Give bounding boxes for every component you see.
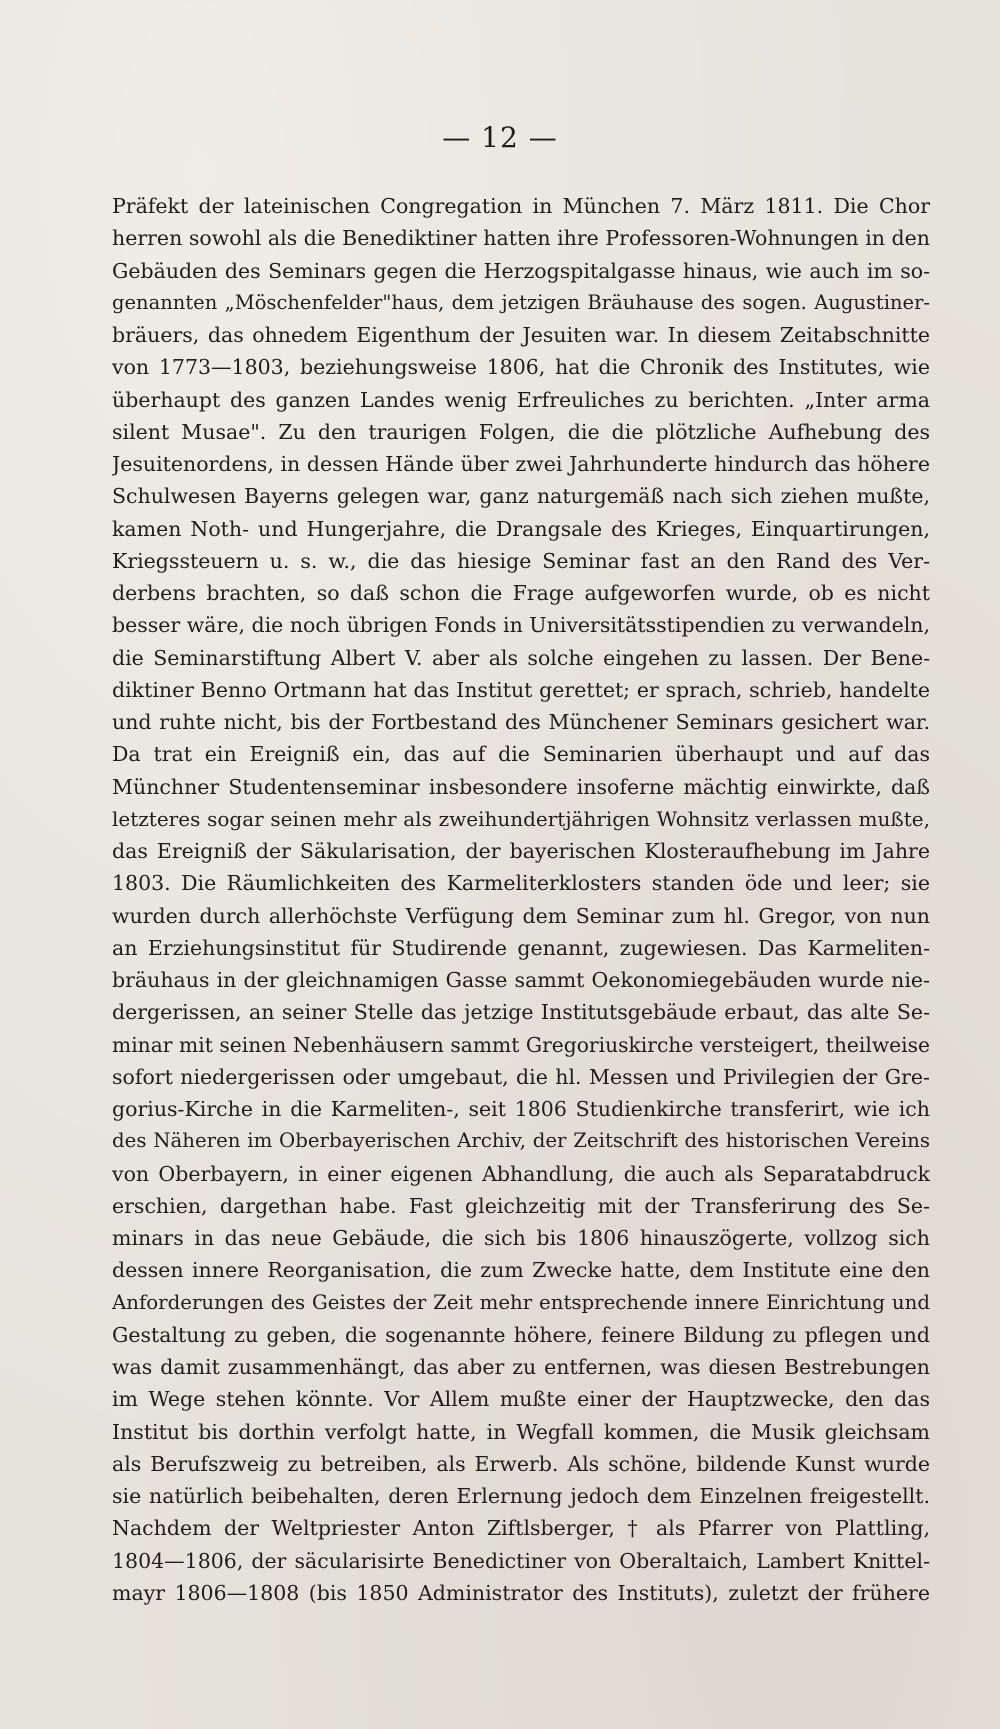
text-line: genannten „Möschenfelder"haus, dem jetzigen Bräuhause des sogen. Augustiner-	[112, 290, 930, 314]
text-line: diktiner Benno Ortmann hat das Institut gerettet; er sprach, schrieb, handelte	[112, 677, 930, 702]
text-line: derbens brachten, so daß schon die Frage aufgeworfen wurde, ob es nicht	[112, 581, 930, 605]
text-line: Anforderungen des Geistes der Zeit mehr entsprechende innere Einrichtung und	[112, 1290, 930, 1314]
text-line: dessen innere Reorganisation, die zum Zwecke hatte, dem Institute eine den	[112, 1258, 930, 1283]
text-line: bräuers, das ohnedem Eigenthum der Jesuiten war. In diesem Zeitabschnitte	[112, 323, 930, 347]
text-line: Kriegssteuern u. s. w., die das hiesige Seminar fast an den Rand des Ver-	[112, 548, 930, 573]
text-line: bräuhaus in der gleichnamigen Gasse sammt Oekonomiegebäuden wurde nie-	[112, 968, 930, 992]
text-line: von Oberbayern, in einer eigenen Abhandlung, die auch als Separatabdruck	[112, 1161, 930, 1186]
text-line: minar mit seinen Nebenhäusern sammt Gregoriuskirche versteigert, theilweise	[112, 1032, 930, 1057]
text-line: minars in das neue Gebäude, die sich bis 1806 hinauszögerte, vollzog sich	[112, 1226, 930, 1250]
text-line: Schulwesen Bayerns gelegen war, ganz naturgemäß nach sich ziehen mußte,	[112, 484, 930, 509]
text-line: als Berufszweig zu betreiben, als Erwerb. Als schöne, bildende Kunst wurde	[112, 1451, 930, 1476]
text-line: Jesuitenordens, in dessen Hände über zwei Jahrhunderte hindurch das höhere	[112, 452, 930, 476]
text-line: 1804—1806, der säcularisirte Benedictiner von Oberaltaich, Lambert Knittel-	[112, 1548, 930, 1573]
body-text	[112, 190, 930, 1609]
text-line: überhaupt des ganzen Landes wenig Erfreuliches zu berichten. „Inter arma	[112, 387, 930, 412]
text-line: erschien, dargethan habe. Fast gleichzeitig mit der Transferirung des Se-	[112, 1193, 930, 1218]
text-line: Präfekt der lateinischen Congregation in München 7. März 1811. Die Chor	[112, 194, 930, 218]
text-line: letzteres sogar seinen mehr als zweihundertjährigen Wohnsitz verlassen mußte,	[112, 806, 930, 831]
text-line: was damit zusammenhängt, das aber zu entfernen, was diesen Bestrebungen	[112, 1355, 930, 1379]
text-line: wurden durch allerhöchste Verfügung dem Seminar zum hl. Gregor, von nun	[112, 903, 930, 928]
text-line: die Seminarstiftung Albert V. aber als solche eingehen zu lassen. Der Bene-	[112, 645, 930, 670]
page-number: — 12 —	[442, 121, 558, 154]
text-line: im Wege stehen könnte. Vor Allem mußte einer der Hauptzwecke, den das	[112, 1387, 930, 1412]
text-line: Institut bis dorthin verfolgt hatte, in Wegfall kommen, die Musik gleichsam	[112, 1419, 930, 1444]
text-line: das Ereigniß der Säkularisation, der bayerischen Klosteraufhebung im Jahre	[112, 839, 930, 863]
text-line: Nachdem der Weltpriester Anton Ziftlsberger, † als Pfarrer von Plattling,	[112, 1516, 930, 1541]
text-line: Gestaltung zu geben, die sogenannte höhere, feinere Bildung zu pflegen und	[112, 1322, 930, 1347]
text-line: dergerissen, an seiner Stelle das jetzige Institutsgebäude erbaut, das alte Se-	[112, 1000, 930, 1025]
text-line: an Erziehungsinstitut für Studirende genannt, zugewiesen. Das Karmeliten-	[112, 935, 930, 960]
text-line: silent Musae". Zu den traurigen Folgen, die die plötzliche Aufhebung des	[112, 419, 930, 444]
text-line: besser wäre, die noch übrigen Fonds in Universitätsstipendien zu verwandeln,	[112, 613, 930, 638]
text-line: Gebäuden des Seminars gegen die Herzogspitalgasse hinaus, wie auch im so-	[112, 258, 930, 283]
text-line: Da trat ein Ereigniß ein, das auf die Seminarien überhaupt und auf das	[112, 742, 930, 767]
text-line: mayr 1806—1808 (bis 1850 Administrator des Instituts), zuletzt der frühere	[112, 1580, 930, 1605]
text-line: von 1773—1803, beziehungsweise 1806, hat die Chronik des Institutes, wie	[112, 355, 930, 380]
text-line: herren sowohl als die Benediktiner hatten ihre Professoren-Wohnungen in den	[112, 226, 930, 251]
text-line: kamen Noth- und Hungerjahre, die Drangsale des Krieges, Einquartirungen,	[112, 516, 930, 541]
text-line: des Näheren im Oberbayerischen Archiv, der Zeitschrift des historischen Vereins	[112, 1129, 930, 1153]
text-line: sie natürlich beibehalten, deren Erlernung jedoch dem Einzelnen freigestellt.	[112, 1484, 930, 1508]
text-line: Münchner Studentenseminar insbesondere insoferne mächtig einwirkte, daß	[112, 774, 930, 799]
text-line: und ruhte nicht, bis der Fortbestand des Münchener Seminars gesichert war.	[112, 710, 930, 734]
text-line: 1803. Die Räumlichkeiten des Karmeliterklosters standen öde und leer; sie	[112, 871, 930, 896]
text-line: sofort niedergerissen oder umgebaut, die hl. Messen und Privilegien der Gre-	[112, 1064, 930, 1089]
text-line: gorius-Kirche in die Karmeliten-, seit 1806 Studienkirche transferirt, wie ich	[112, 1097, 930, 1121]
